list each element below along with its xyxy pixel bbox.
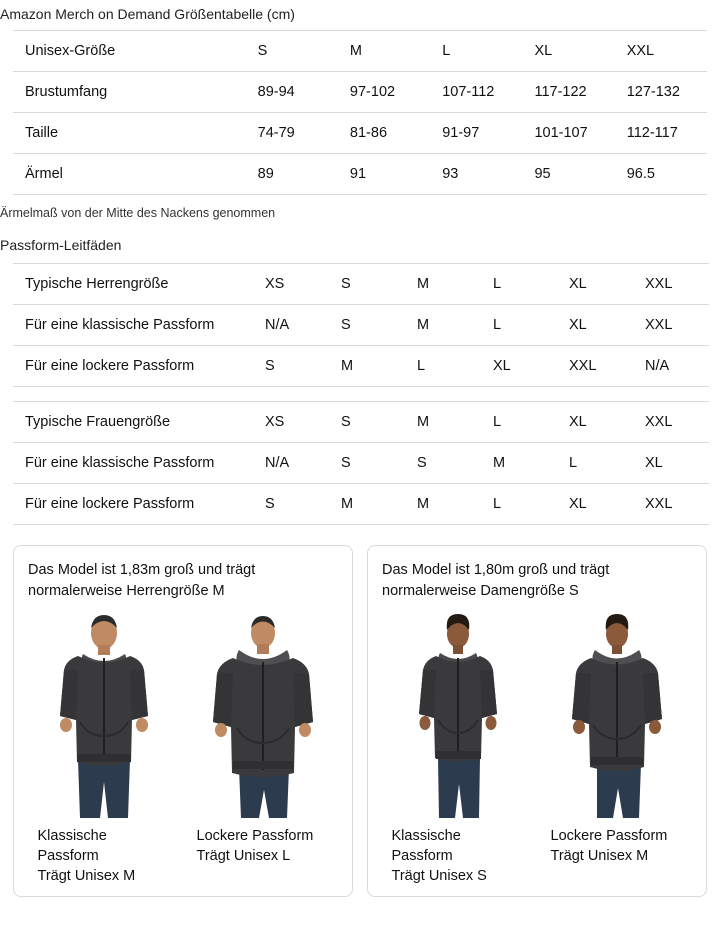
fit-wears: Trägt Unisex L <box>196 848 291 864</box>
cell: 91-97 <box>430 113 522 154</box>
cell: XXL <box>633 305 709 346</box>
cell: L <box>557 443 633 484</box>
fit-guides-label: Passform-Leitfäden <box>0 237 122 253</box>
cell: L <box>481 484 557 525</box>
row-label: Typische Frauengröße <box>13 402 253 443</box>
cell: 107-112 <box>430 72 522 113</box>
table-row <box>13 484 709 525</box>
figure-label-loose-female <box>551 826 683 886</box>
col-header-s: S <box>246 31 338 72</box>
col-header-m: M <box>338 31 430 72</box>
cell: N/A <box>253 443 329 484</box>
table-row <box>13 443 709 484</box>
cell: S <box>253 346 329 387</box>
page-title: Amazon Merch on Demand Größentabelle (cm) <box>0 6 295 22</box>
fit-name: Lockere Passform <box>196 828 314 844</box>
model-caption: Das Model ist 1,80m groß und trägt normalerweise Damengröße S <box>382 562 610 599</box>
fit-name: Lockere Passform <box>550 828 668 844</box>
cell: XL <box>633 443 709 484</box>
row-label: Ärmel <box>13 154 246 195</box>
model-figure-classic-male <box>38 610 170 818</box>
col-header-xxl: XXL <box>615 31 707 72</box>
cell: S <box>329 305 405 346</box>
cell: S <box>253 484 329 525</box>
female-hoodie-loose-illustration <box>551 610 683 818</box>
fit-wears: Trägt Unisex S <box>391 868 487 884</box>
cell: N/A <box>633 346 709 387</box>
cell: M <box>329 484 405 525</box>
cell: L <box>481 264 557 305</box>
row-label: Für eine lockere Passform <box>13 484 253 525</box>
row-label: Brustumfang <box>13 72 246 113</box>
cell: 117-122 <box>522 72 614 113</box>
cell: 93 <box>430 154 522 195</box>
col-header-l: L <box>430 31 522 72</box>
table-row <box>13 113 707 154</box>
row-label: Für eine klassische Passform <box>13 443 253 484</box>
male-hoodie-loose-illustration <box>197 610 329 818</box>
table-row <box>13 154 707 195</box>
cell: M <box>405 484 481 525</box>
cell: M <box>329 346 405 387</box>
size-table-mens-fit <box>13 263 709 387</box>
cell: S <box>329 443 405 484</box>
cell: XXL <box>633 402 709 443</box>
cell: 74-79 <box>246 113 338 154</box>
col-header-unisex: Unisex-Größe <box>13 31 246 72</box>
model-figure-loose-female <box>551 610 683 818</box>
fit-wears: Trägt Unisex M <box>37 868 136 884</box>
row-label: Typische Herrengröße <box>13 264 253 305</box>
cell: XL <box>557 305 633 346</box>
model-figures <box>382 610 692 818</box>
model-cards <box>13 545 707 897</box>
row-label: Für eine klassische Passform <box>13 305 253 346</box>
female-hoodie-classic-illustration <box>392 610 524 818</box>
cell: XL <box>557 484 633 525</box>
cell: XL <box>557 264 633 305</box>
cell: 95 <box>522 154 614 195</box>
model-figures <box>28 610 338 818</box>
figure-label-loose-male <box>197 826 329 886</box>
cell: S <box>329 402 405 443</box>
cell: L <box>481 305 557 346</box>
col-header-xl: XL <box>522 31 614 72</box>
cell: XL <box>481 346 557 387</box>
cell: N/A <box>253 305 329 346</box>
cell: XL <box>557 402 633 443</box>
cell: S <box>329 264 405 305</box>
cell: 127-132 <box>615 72 707 113</box>
cell: 91 <box>338 154 430 195</box>
cell: 89 <box>246 154 338 195</box>
model-card-female <box>367 545 707 897</box>
sleeve-measurement-note: Ärmelmaß von der Mitte des Nackens genommen <box>0 206 276 220</box>
cell: XS <box>253 264 329 305</box>
cell: M <box>405 402 481 443</box>
cell: M <box>405 264 481 305</box>
cell: M <box>481 443 557 484</box>
male-hoodie-classic-illustration <box>38 610 170 818</box>
cell: 96.5 <box>615 154 707 195</box>
size-table-unisex <box>13 30 707 195</box>
fit-wears: Trägt Unisex M <box>550 848 649 864</box>
cell: 81-86 <box>338 113 430 154</box>
fit-name: Klassische Passform <box>37 828 107 864</box>
cell: XXL <box>557 346 633 387</box>
model-figure-loose-male <box>197 610 329 818</box>
table-row <box>13 346 709 387</box>
model-figure-labels <box>382 826 692 886</box>
cell: L <box>481 402 557 443</box>
cell: XXL <box>633 484 709 525</box>
row-label: Für eine lockere Passform <box>13 346 253 387</box>
model-figure-labels <box>28 826 338 886</box>
cell: M <box>405 305 481 346</box>
cell: S <box>405 443 481 484</box>
fit-name: Klassische Passform <box>391 828 461 864</box>
table-row <box>13 402 709 443</box>
model-figure-classic-female <box>392 610 524 818</box>
cell: XS <box>253 402 329 443</box>
table-row <box>13 72 707 113</box>
cell: 89-94 <box>246 72 338 113</box>
cell: L <box>405 346 481 387</box>
table-row <box>13 264 709 305</box>
row-label: Taille <box>13 113 246 154</box>
size-table-womens-fit <box>13 401 709 525</box>
cell: 97-102 <box>338 72 430 113</box>
figure-label-classic-female <box>392 826 524 886</box>
cell: 112-117 <box>615 113 707 154</box>
table-row-header <box>13 31 707 72</box>
table-row <box>13 305 709 346</box>
cell: XXL <box>633 264 709 305</box>
model-card-male <box>13 545 353 897</box>
figure-label-classic-male <box>38 826 170 886</box>
cell: 101-107 <box>522 113 614 154</box>
model-caption: Das Model ist 1,83m groß und trägt normalerweise Herrengröße M <box>28 562 256 599</box>
